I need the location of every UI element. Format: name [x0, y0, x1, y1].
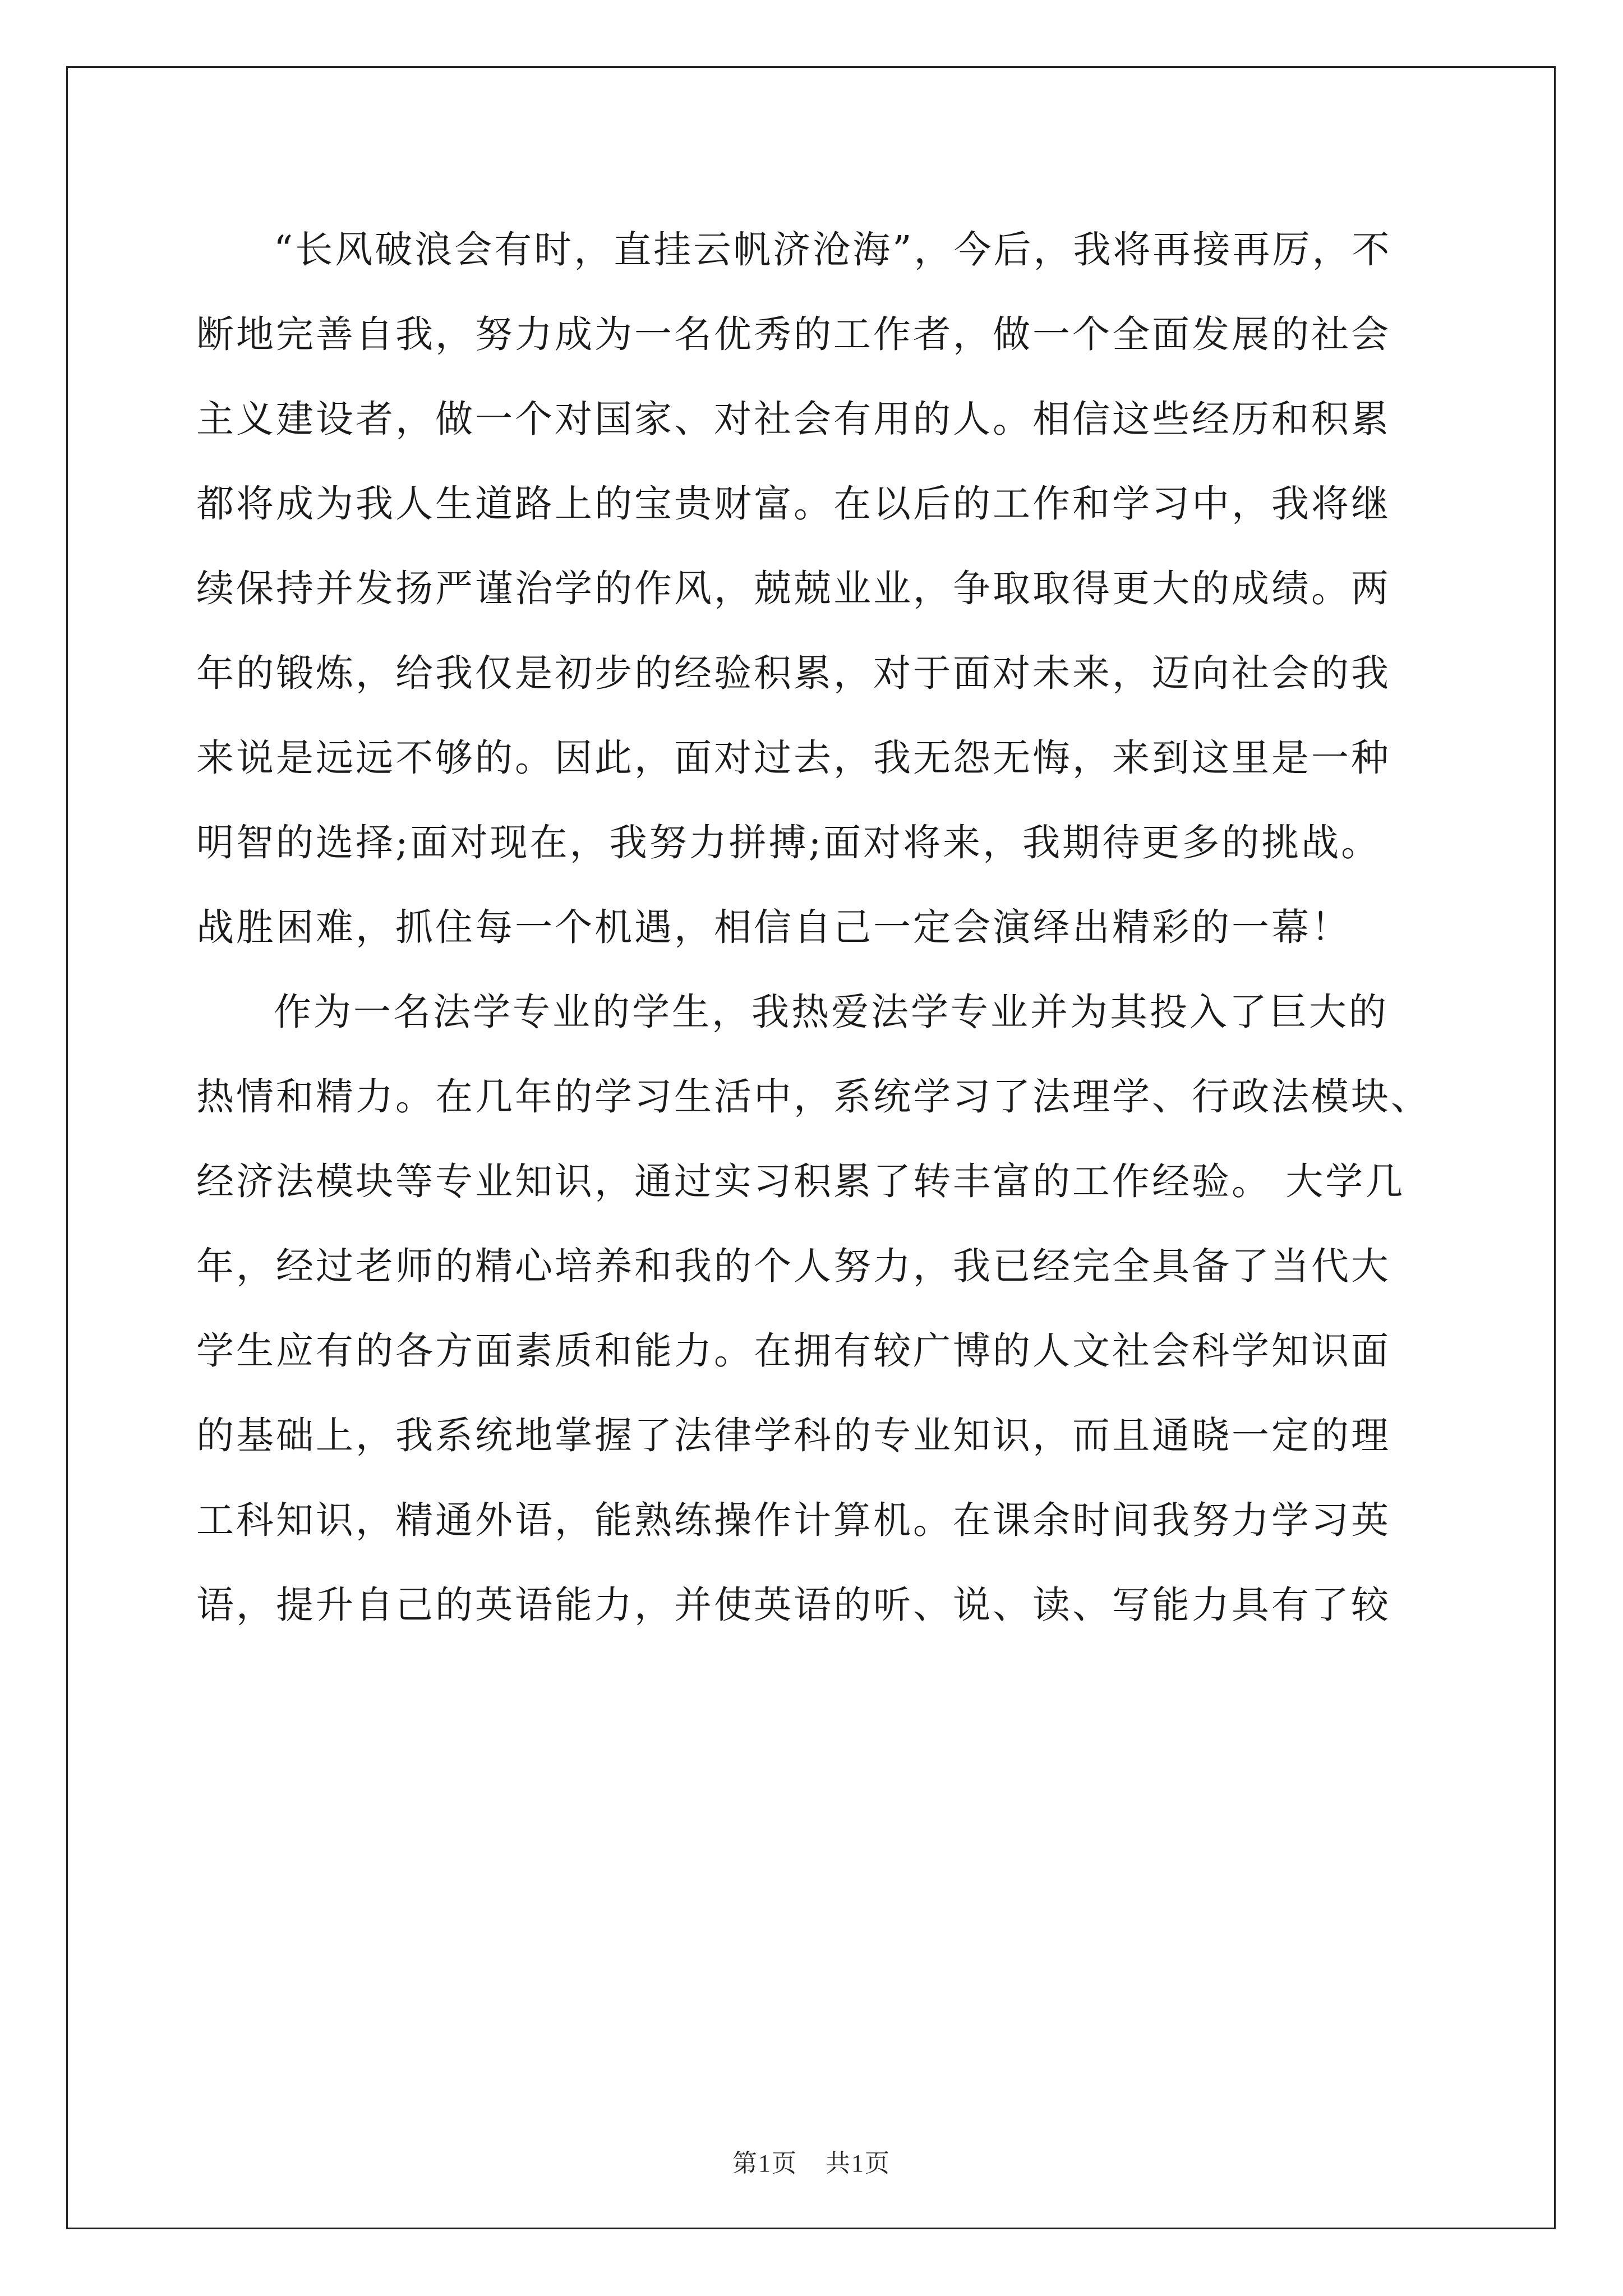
text-line: 明智的选择;面对现在，我努力拼搏;面对将来，我期待更多的挑战。	[196, 821, 1381, 864]
text-line: 工科知识，精通外语，能熟练操作计算机。在课余时间我努力学习英	[196, 1498, 1391, 1542]
page-footer	[0, 2143, 1623, 2179]
text-line: 续保持并发扬严谨治学的作风，兢兢业业，争取取得更大的成绩。两	[196, 567, 1391, 610]
page-number: 第1页	[732, 2150, 797, 2177]
text-line: 年，经过老师的精心培养和我的个人努力，我已经完全具备了当代大	[196, 1244, 1391, 1288]
text-line: 热情和精力。在几年的学习生活中，系统学习了法理学、行政法模块、	[196, 1075, 1431, 1119]
page-total: 共1页	[826, 2150, 891, 2177]
text-line: 经济法模块等专业知识，通过实习积累了转丰富的工作经验。 大学几	[196, 1159, 1405, 1203]
text-line: 作为一名法学专业的学生，我热爱法学专业并为其投入了巨大的	[274, 990, 1389, 1034]
text-line: “长风破浪会有时，直挂云帆济沧海”，今后，我将再接再厉，不	[274, 228, 1392, 272]
paragraph-2	[196, 970, 1441, 1648]
text-line: 语，提升自己的英语能力，并使英语的听、说、读、写能力具有了较	[196, 1583, 1391, 1627]
text-line: 年的锻炼，给我仅是初步的经验积累，对于面对未来，迈向社会的我	[196, 651, 1391, 695]
text-line: 学生应有的各方面素质和能力。在拥有较广博的人文社会科学知识面	[196, 1329, 1391, 1373]
text-line: 都将成为我人生道路上的宝贵财富。在以后的工作和学习中，我将继	[196, 482, 1391, 526]
text-line: 主义建设者，做一个对国家、对社会有用的人。相信这些经历和积累	[196, 397, 1391, 441]
text-line: 来说是远远不够的。因此，面对过去，我无怨无悔，来到这里是一种	[196, 736, 1391, 780]
text-line: 的基础上，我系统地掌握了法律学科的专业知识，而且通晓一定的理	[196, 1414, 1391, 1457]
text-line: 断地完善自我，努力成为一名优秀的工作者，做一个全面发展的社会	[196, 312, 1391, 356]
text-line: 战胜困难，抓住每一个机遇，相信自己一定会演绎出精彩的一幕！	[196, 905, 1351, 949]
document-body	[196, 208, 1441, 1648]
paragraph-1	[196, 208, 1441, 970]
